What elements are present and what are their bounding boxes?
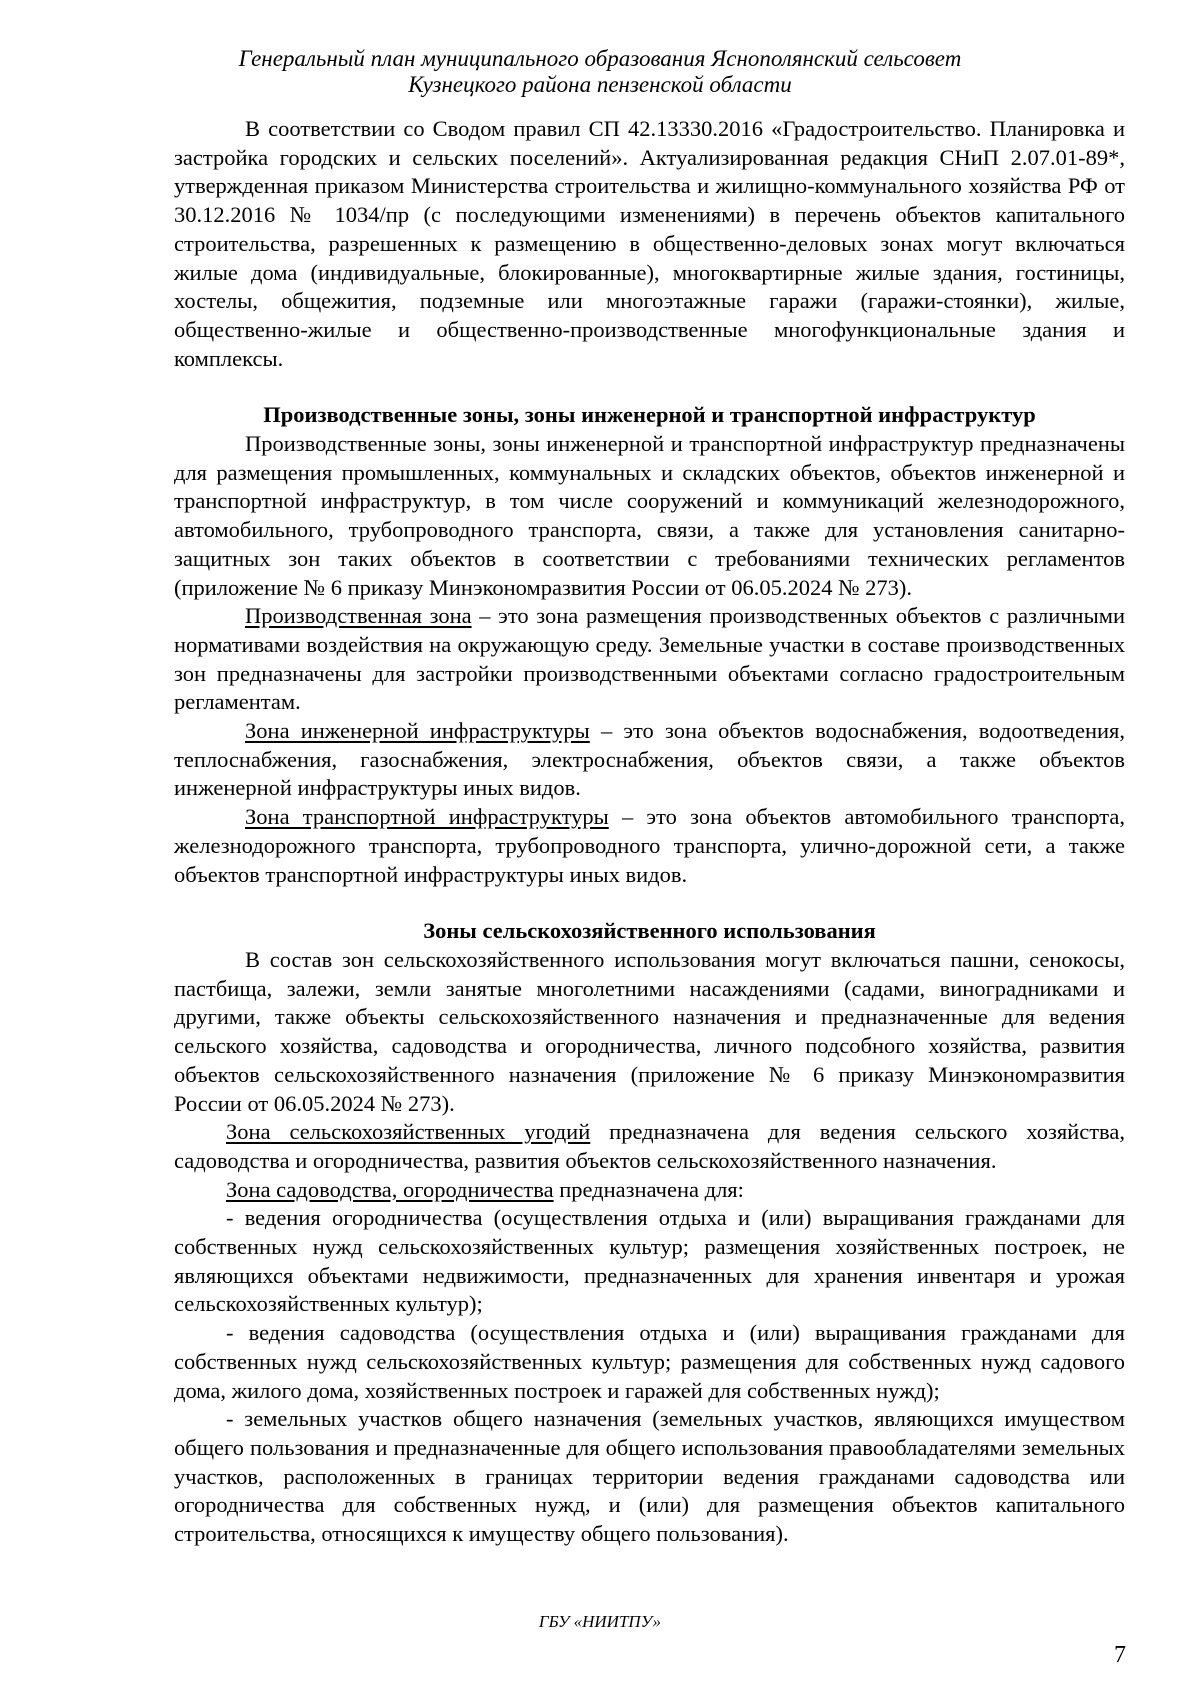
paragraph: [174, 602, 1125, 717]
section-heading: Производственные зоны, зоны инженерной и транспортной инфраструктур: [263, 402, 1036, 428]
paragraph: [174, 717, 1125, 803]
list-item: - земельных участков общего назначения (земельных участков, являющихся имуществом общего пользования и предназначенные для общего использования правообладателями земельных участков, расположенных в границах территории ведения гражданами садоводства или огородничества для собственных нужд, и (или) для размещения объектов капитального строительства, относящихся к имуществу общего пользования).: [174, 1406, 1125, 1547]
term-underlined: Зона садоводства, огородничества: [226, 1176, 554, 1202]
running-header: [0, 46, 1200, 98]
section-heading: Зоны сельскохозяйственного использования: [423, 918, 876, 944]
term-definition: – это зона объектов водоснабжения, водоотведения, теплоснабжения, газоснабжения, электроснабжения, объектов связи, а также объектов инженерной инфраструктуры иных видов.: [174, 718, 1125, 801]
spacer: [174, 889, 1125, 917]
term-underlined: Производственная зона: [245, 603, 472, 629]
term-underlined: Зона транспортной инфраструктуры: [245, 804, 609, 830]
header-line-2: Кузнецкого района пензенской области: [408, 72, 792, 97]
body-text: [174, 115, 1125, 1549]
paragraph: Производственные зоны, зоны инженерной и транспортной инфраструктур предназначены для размещения промышленных, коммунальных и складских объектов, объектов инженерной и транспортной инфраструктур, в том числе сооружений и коммуникаций железнодорожного, автомобильного, трубопроводного транспорта, связи, а также для установления санитарно-защитных зон таких объектов в соответствии с требованиями технических регламентов (приложение № 6 приказу Минэкономразвития России от 06.05.2024 № 273).: [174, 431, 1125, 600]
term-underlined: Зона сельскохозяйственных угодий: [226, 1119, 591, 1145]
term-underlined: Зона инженерной инфраструктуры: [245, 718, 590, 744]
term-definition: – это зона размещения производственных объектов с различными нормативами воздействия на окружающую среду. Земельные участки в составе производственных зон предназначены для застройки производственными объектами согласно градостроительным регламентам.: [174, 603, 1125, 715]
running-footer: ГБУ «НИИТПУ»: [538, 1612, 662, 1631]
header-line-1: Генеральный план муниципального образования Яснополянский сельсовет: [238, 46, 962, 71]
paragraph: [174, 803, 1125, 889]
term-definition: предназначена для:: [553, 1176, 744, 1202]
page-number: 7: [1114, 1642, 1126, 1668]
paragraph: [174, 1176, 1125, 1205]
term-definition: предназначена для ведения сельского хозяйства, садоводства и огородничества, развития объектов сельскохозяйственного назначения.: [174, 1119, 1125, 1173]
list-item: - ведения садоводства (осуществления отдыха и (или) выращивания гражданами для собственных нужд сельскохозяйственных культур; размещения для собственных нужд садового дома, жилого дома, хозяйственных построек и гаражей для собственных нужд);: [174, 1320, 1125, 1403]
spacer: [174, 373, 1125, 401]
paragraph: [174, 1118, 1125, 1175]
paragraph: В состав зон сельскохозяйственного использования могут включаться пашни, сенокосы, пастбища, залежи, земли занятые многолетними насаждениями (садами, виноградниками и другими, также объекты сельскохозяйственного назначения и предназначенные для ведения сельского хозяйства, садоводства и огородничества, личного подсобного хозяйства, развития объектов сельскохозяйственного назначения (приложение № 6 приказу Минэкономразвития России от 06.05.2024 № 273).: [174, 946, 1125, 1116]
term-definition: – это зона объектов автомобильного транспорта, железнодорожного транспорта, трубопроводного транспорта, улично-дорожной сети, а также объектов транспортной инфраструктуры иных видов.: [174, 804, 1125, 887]
list-item: - ведения огородничества (осуществления отдыха и (или) выращивания гражданами для собственных нужд сельскохозяйственных культур; размещения хозяйственных построек, не являющихся объектами недвижимости, предназначенных для хранения инвентаря и урожая сельскохозяйственных культур);: [174, 1205, 1125, 1317]
paragraph: В соответствии со Сводом правил СП 42.13330.2016 «Градостроительство. Планировка и застройка городских и сельских поселений». Актуализированная редакция СНиП 2.07.01-89*, утвержденная приказом Министерства строительства и жилищно-коммунального хозяйства РФ от 30.12.2016 № 1034/пр (с последующими изменениями) в перечень объектов капитального строительства, разрешенных к размещению в общественно-деловых зонах могут включаться жилые дома (индивидуальные, блокированные), многоквартирные жилые здания, гостиницы, хостелы, общежития, подземные или многоэтажные гаражи (гаражи-стоянки), жилые, общественно-жилые и общественно-производственные многофункциональные здания и комплексы.: [174, 116, 1125, 371]
